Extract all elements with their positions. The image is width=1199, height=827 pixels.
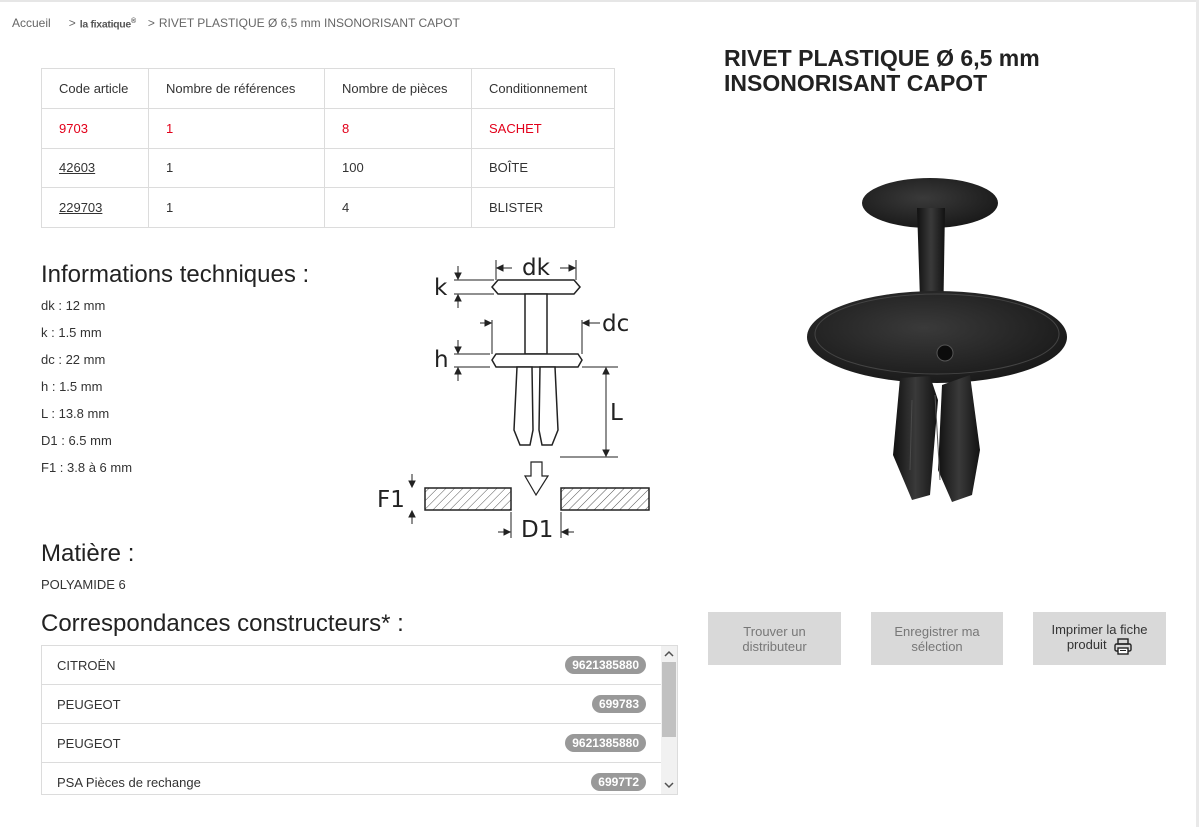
button-label-line2: sélection: [911, 638, 963, 654]
cell-packaging: BLISTER: [472, 188, 615, 228]
brand-mark: ®: [130, 17, 136, 25]
cell-refs: 1: [149, 188, 325, 228]
table-row-selected[interactable]: [42, 109, 615, 149]
tech-item: F1 : 3.8 à 6 mm: [41, 460, 133, 475]
product-title: [724, 46, 1124, 96]
button-label-line2: produit: [1066, 637, 1107, 653]
cell-packaging: BOÎTE: [472, 148, 615, 188]
correspondences-list[interactable]: [41, 645, 678, 795]
product-title-line1: RIVET PLASTIQUE Ø 6,5 mm: [724, 45, 1040, 71]
button-label-line2: distributeur: [742, 638, 807, 654]
articles-table: [41, 68, 615, 228]
label-F1: F1: [377, 487, 405, 513]
print-line2-wrap: [1067, 637, 1132, 654]
cell-pieces: 100: [325, 148, 472, 188]
find-distributor-button[interactable]: [708, 612, 841, 665]
reference-badge: 9621385880: [565, 656, 646, 674]
top-divider: [0, 0, 1199, 2]
cell-refs: 1: [149, 109, 325, 149]
breadcrumb: [12, 16, 460, 30]
rivet-leg-right: [539, 367, 558, 445]
label-h: h: [434, 347, 449, 373]
plate-left: [425, 488, 511, 510]
tech-item: D1 : 6.5 mm: [41, 433, 112, 448]
reference-badge: 6997T2: [591, 773, 646, 791]
breadcrumb-brand[interactable]: [80, 18, 136, 31]
technical-diagram: [370, 250, 660, 545]
button-label-line1: Trouver un: [743, 623, 806, 639]
breadcrumb-separator: >: [147, 16, 155, 30]
label-dk: dk: [522, 255, 550, 281]
label-k: k: [434, 275, 448, 301]
chevron-down-icon[interactable]: [661, 778, 677, 794]
rivet-collar: [492, 354, 582, 367]
maker-name: CITROËN: [57, 657, 116, 673]
label-D1: D1: [521, 517, 554, 543]
table-header-row: [42, 69, 615, 109]
reference-badge: 9621385880: [565, 734, 646, 752]
chevron-up-icon[interactable]: [661, 646, 677, 662]
material-value: POLYAMIDE 6: [41, 577, 126, 592]
correspondences-heading: Correspondances constructeurs* :: [41, 610, 404, 637]
cell-code: [42, 188, 149, 228]
tech-item: h : 1.5 mm: [41, 379, 103, 394]
cell-refs: 1: [149, 148, 325, 188]
list-item: [42, 724, 662, 763]
tech-item: k : 1.5 mm: [41, 325, 102, 340]
maker-name: PEUGEOT: [57, 696, 121, 712]
button-label-line1: Imprimer la fiche: [1051, 622, 1148, 638]
table-row: [42, 188, 615, 228]
plate-right: [561, 488, 649, 510]
list-item: [42, 646, 662, 685]
insertion-arrow: [525, 462, 548, 495]
cell-pieces: 4: [325, 188, 472, 228]
reference-badge: 699783: [592, 695, 646, 713]
tech-item: L : 13.8 mm: [41, 406, 110, 421]
save-selection-button[interactable]: [871, 612, 1003, 665]
print-sheet-button[interactable]: [1033, 612, 1166, 665]
article-code-link[interactable]: 42603: [59, 160, 96, 176]
cell-code: [42, 148, 149, 188]
rivet-head: [492, 280, 580, 294]
header-refs: Nombre de références: [149, 69, 325, 109]
tech-list: [41, 298, 132, 487]
printer-icon: [1114, 638, 1132, 655]
list-item: [42, 763, 662, 795]
product-title-line2: INSONORISANT CAPOT: [724, 70, 988, 96]
material-heading: Matière :: [41, 540, 135, 567]
product-image: [800, 170, 1080, 515]
table-row: [42, 148, 615, 188]
rivet-leg-left: [514, 367, 533, 445]
cell-packaging: SACHET: [472, 109, 615, 149]
list-item: [42, 685, 662, 724]
scrollbar[interactable]: [661, 646, 677, 794]
label-dc: dc: [602, 311, 630, 337]
cell-pieces: 8: [325, 109, 472, 149]
breadcrumb-separator: >: [68, 16, 76, 30]
maker-name: PSA Pièces de rechange: [57, 774, 201, 790]
button-label-line1: Enregistrer ma: [894, 623, 980, 639]
maker-name: PEUGEOT: [57, 735, 121, 751]
brand-name: la fixatique: [79, 18, 131, 30]
rivet-shank: [525, 294, 547, 354]
breadcrumb-current: RIVET PLASTIQUE Ø 6,5 mm INSONORISANT CAPOT: [158, 16, 460, 30]
header-packaging: Conditionnement: [472, 69, 615, 109]
header-pieces: Nombre de pièces: [325, 69, 472, 109]
article-code-link[interactable]: 229703: [59, 199, 103, 215]
label-L: L: [610, 400, 623, 426]
tech-item: dc : 22 mm: [41, 352, 106, 367]
tech-item: dk : 12 mm: [41, 298, 106, 313]
breadcrumb-home[interactable]: Accueil: [12, 16, 51, 30]
cell-code: 9703: [42, 109, 149, 149]
tech-heading: Informations techniques :: [41, 261, 310, 288]
scroll-thumb[interactable]: [662, 662, 676, 737]
header-code: Code article: [42, 69, 149, 109]
